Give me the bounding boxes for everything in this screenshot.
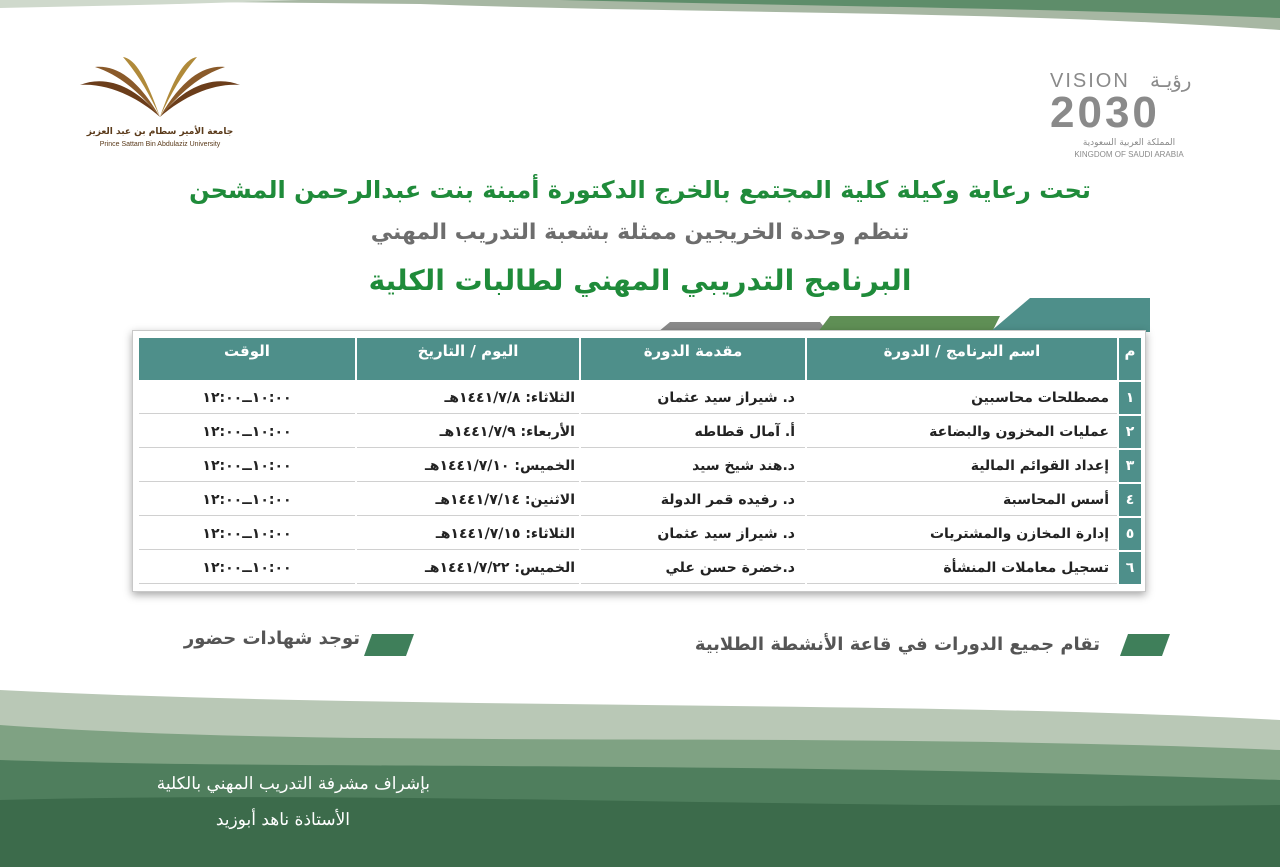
organizer-heading: تنظم وحدة الخريجين ممثلة بشعبة التدريب المهني xyxy=(370,220,910,245)
table-header-row xyxy=(139,338,1141,380)
table-row xyxy=(139,518,1141,550)
header-instructor: مقدمة الدورة xyxy=(581,338,805,380)
top-wave-decoration xyxy=(0,0,1280,60)
row-date: الخميس: ١٤٤١/٧/٢٢هـ xyxy=(357,552,579,584)
row-course: أسس المحاسبة xyxy=(807,484,1117,516)
university-name-en: Prince Sattam Bin Abdulaziz University xyxy=(99,141,221,148)
university-name-ar: جامعة الأمير سطام بن عبد العزيز xyxy=(86,127,234,137)
row-date: الخميس: ١٤٤١/٧/١٠هـ xyxy=(357,450,579,482)
certificates-note: توجد شهادات حضور xyxy=(183,628,360,649)
university-logo xyxy=(70,55,250,155)
row-course: عمليات المخزون والبضاعة xyxy=(807,416,1117,448)
row-instructor: د. رفيده قمر الدولة xyxy=(581,484,805,516)
leaf-bullet-icon xyxy=(1120,634,1170,656)
row-date: الأربعاء: ١٤٤١/٧/٩هـ xyxy=(357,416,579,448)
table-row xyxy=(139,416,1141,448)
row-num: ٣ xyxy=(1119,450,1141,482)
row-time: ١٠:٠٠ــ١٢:٠٠ xyxy=(139,416,355,448)
vision-year: 2030 xyxy=(1050,88,1160,137)
row-instructor: د. شيراز سيد عثمان xyxy=(581,518,805,550)
supervisor-name: الأستاذة ناهد أبوزيد xyxy=(215,810,350,830)
row-num: ٦ xyxy=(1119,552,1141,584)
row-course: تسجيل معاملات المنشأة xyxy=(807,552,1117,584)
header-date: اليوم / التاريخ xyxy=(357,338,579,380)
header-course: اسم البرنامج / الدورة xyxy=(807,338,1117,380)
book-emblem-icon xyxy=(75,55,245,125)
vision-word: VISION xyxy=(1050,70,1130,92)
schedule-table xyxy=(137,336,1143,586)
row-time: ١٠:٠٠ــ١٢:٠٠ xyxy=(139,518,355,550)
table-row xyxy=(139,450,1141,482)
row-time: ١٠:٠٠ــ١٢:٠٠ xyxy=(139,552,355,584)
supervisor-title: بإشراف مشرفة التدريب المهني بالكلية xyxy=(156,774,430,794)
schedule-table-container xyxy=(132,330,1146,592)
table-row xyxy=(139,484,1141,516)
row-num: ٥ xyxy=(1119,518,1141,550)
row-num: ٤ xyxy=(1119,484,1141,516)
row-time: ١٠:٠٠ــ١٢:٠٠ xyxy=(139,484,355,516)
header-ribbons-decoration xyxy=(650,298,1150,332)
row-date: الثلاثاء: ١٤٤١/٧/١٥هـ xyxy=(357,518,579,550)
vision-kingdom-en: KINGDOM OF SAUDI ARABIA xyxy=(1074,150,1184,159)
table-row xyxy=(139,382,1141,414)
row-instructor: أ. آمال قطاطه xyxy=(581,416,805,448)
header-time: الوقت xyxy=(139,338,355,380)
vision-word-ar: رؤيـة xyxy=(1150,68,1192,92)
program-title: البرنامج التدريبي المهني لطالبات الكلية xyxy=(368,264,912,297)
row-course: إعداد القوائم المالية xyxy=(807,450,1117,482)
vision-kingdom-ar: المملكة العربية السعودية xyxy=(1082,138,1176,148)
row-instructor: د. شيراز سيد عثمان xyxy=(581,382,805,414)
row-time: ١٠:٠٠ــ١٢:٠٠ xyxy=(139,382,355,414)
patronage-heading: تحت رعاية وكيلة كلية المجتمع بالخرج الدكتورة أمينة بنت عبدالرحمن المشحن xyxy=(189,176,1091,204)
row-date: الاثنين: ١٤٤١/٧/١٤هـ xyxy=(357,484,579,516)
row-date: الثلاثاء: ١٤٤١/٧/٨هـ xyxy=(357,382,579,414)
row-time: ١٠:٠٠ــ١٢:٠٠ xyxy=(139,450,355,482)
row-num: ٢ xyxy=(1119,416,1141,448)
row-instructor: د.هند شيخ سيد xyxy=(581,450,805,482)
vision-2030-logo xyxy=(1050,70,1210,160)
row-course: مصطلحات محاسبين xyxy=(807,382,1117,414)
row-instructor: د.خضرة حسن علي xyxy=(581,552,805,584)
location-note: تقام جميع الدورات في قاعة الأنشطة الطلابية xyxy=(694,634,1100,655)
leaf-bullet-icon xyxy=(364,634,414,656)
header-num: م xyxy=(1119,338,1141,380)
table-row xyxy=(139,552,1141,584)
row-num: ١ xyxy=(1119,382,1141,414)
row-course: إدارة المخازن والمشتريات xyxy=(807,518,1117,550)
